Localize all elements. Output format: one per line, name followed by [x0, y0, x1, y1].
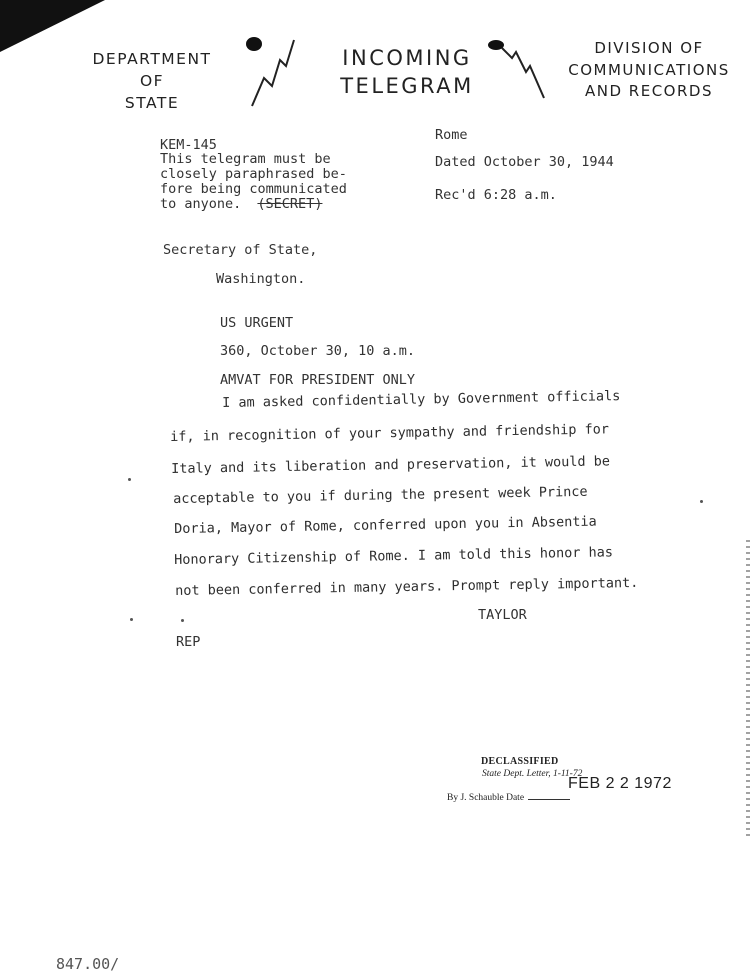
- operator-initials: REP: [176, 634, 201, 650]
- division-line: AND RECORDS: [585, 82, 713, 100]
- division-of-communications-heading: [560, 38, 738, 103]
- handling-instruction-line: closely paraphrased be-: [160, 166, 347, 182]
- handling-instruction-line: fore being communicated: [160, 181, 347, 197]
- declassification-date: FEB 2 2 1972: [568, 775, 672, 792]
- file-number: 847.00/: [56, 955, 120, 973]
- recipient-line: Secretary of State,: [163, 242, 318, 258]
- department-of-state-heading: [82, 48, 222, 114]
- department-line: DEPARTMENT: [92, 50, 212, 68]
- date-underline: [528, 799, 570, 800]
- declassification-authority: State Dept. Letter, 1-11-72: [482, 769, 583, 779]
- handling-instruction-line: This telegram must be: [160, 151, 331, 167]
- signature: TAYLOR: [478, 607, 527, 623]
- declassified-by-label: By J. Schauble Date: [447, 793, 525, 803]
- division-line: DIVISION OF: [594, 39, 704, 57]
- received-line: Rec'd 6:28 a.m.: [435, 187, 557, 203]
- dated-line: Dated October 30, 1944: [435, 154, 614, 170]
- recipient-city: Washington.: [216, 271, 306, 287]
- declassified-by-line: [447, 793, 570, 803]
- incoming-telegram-title: [318, 44, 496, 100]
- priority-line: US URGENT: [220, 315, 294, 331]
- division-line: COMMUNICATIONS: [568, 60, 730, 79]
- scan-corner-mark: [0, 0, 105, 52]
- scan-edge-artifact: [746, 540, 750, 840]
- message-body-line: if, in recognition of your sympathy and friendship for: [170, 421, 610, 445]
- scan-speck: [181, 619, 184, 622]
- struck-classification: (SECRET): [257, 196, 323, 212]
- origin-city: Rome: [435, 127, 468, 143]
- message-body-line: Honorary Citizenship of Rome. I am told this honor has: [174, 544, 614, 568]
- title-line: TELEGRAM: [340, 74, 474, 98]
- lightning-bolt-left-icon: [242, 34, 302, 112]
- scan-speck: [130, 618, 133, 621]
- declassified-stamp-title: DECLASSIFIED: [481, 756, 559, 767]
- message-body-line: acceptable to you if during the present week Prince: [173, 483, 588, 507]
- reference-number: KEM-145: [160, 137, 217, 153]
- department-line: OF: [139, 72, 165, 90]
- message-body-line: Doria, Mayor of Rome, conferred upon you in Absentia: [174, 513, 597, 537]
- title-line: INCOMING: [342, 46, 472, 70]
- handling-instruction-text: to anyone.: [160, 196, 242, 212]
- handling-instruction-line: [160, 197, 322, 212]
- scan-speck: [700, 500, 703, 503]
- message-body-line: Italy and its liberation and preservation, it would be: [171, 453, 611, 477]
- scan-speck: [128, 478, 131, 481]
- message-body-line: not been conferred in many years. Prompt reply important.: [175, 574, 639, 599]
- distribution-line: AMVAT FOR PRESIDENT ONLY: [220, 372, 416, 388]
- lightning-bolt-right-icon: [486, 36, 550, 102]
- message-number-line: 360, October 30, 10 a.m.: [220, 343, 416, 359]
- department-line: STATE: [124, 94, 180, 112]
- message-body-line: I am asked confidentially by Government officials: [222, 388, 621, 411]
